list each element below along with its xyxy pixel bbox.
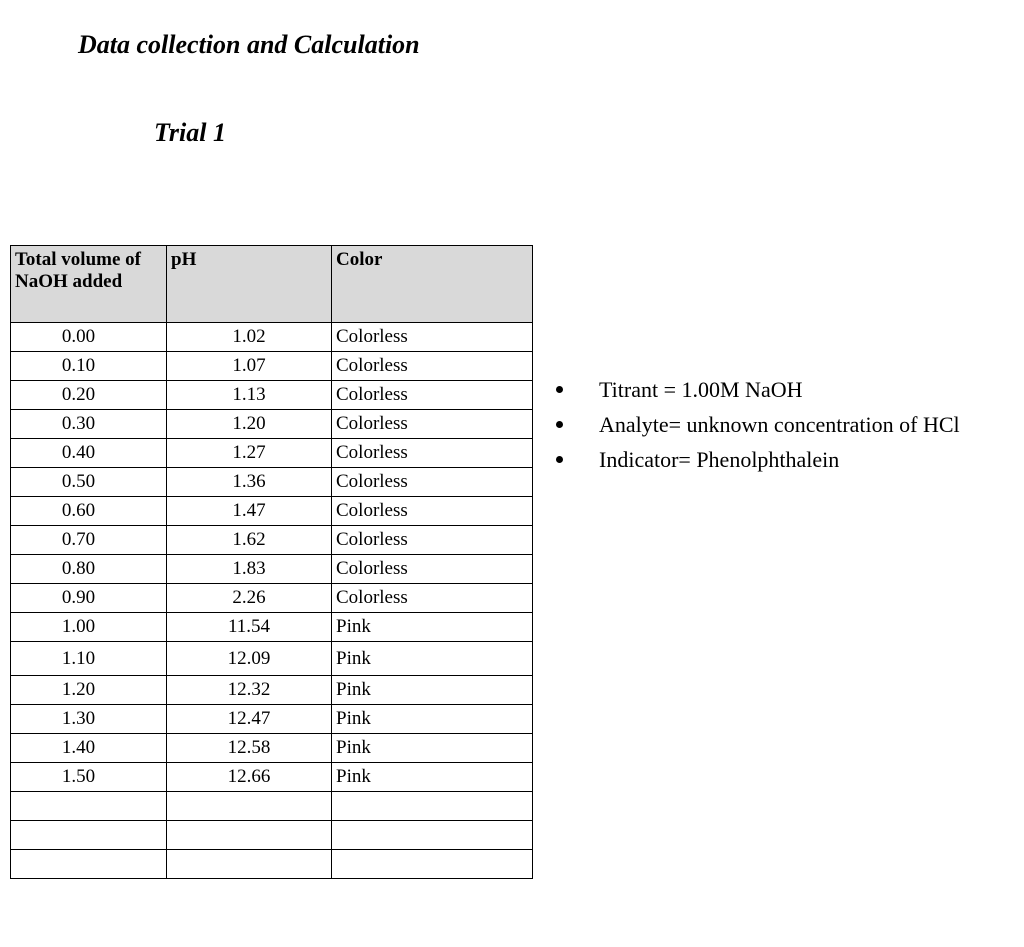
volume-cell	[11, 850, 167, 879]
volume-cell	[11, 792, 167, 821]
table-row-empty	[11, 850, 533, 879]
color-cell: Pink	[332, 705, 533, 734]
color-cell: Pink	[332, 734, 533, 763]
header-total-volume: Total volume of NaOH added	[11, 246, 167, 323]
color-cell: Colorless	[332, 439, 533, 468]
volume-cell: 1.00	[11, 613, 167, 642]
table-row	[11, 734, 533, 763]
color-cell: Colorless	[332, 468, 533, 497]
ph-cell: 1.47	[167, 497, 332, 526]
volume-cell: 0.70	[11, 526, 167, 555]
note-text: Titrant = 1.00M NaOH	[599, 377, 803, 402]
volume-cell: 1.10	[11, 642, 167, 676]
ph-cell: 11.54	[167, 613, 332, 642]
table-row	[11, 676, 533, 705]
table-row	[11, 352, 533, 381]
ph-cell: 12.47	[167, 705, 332, 734]
volume-cell: 0.40	[11, 439, 167, 468]
ph-cell: 1.02	[167, 323, 332, 352]
table-row	[11, 323, 533, 352]
color-cell: Colorless	[332, 381, 533, 410]
volume-cell: 0.90	[11, 584, 167, 613]
volume-cell: 1.50	[11, 763, 167, 792]
color-cell: Colorless	[332, 323, 533, 352]
note-analyte	[556, 411, 960, 446]
header-color: Color	[332, 246, 533, 323]
color-cell: Colorless	[332, 526, 533, 555]
color-cell: Pink	[332, 676, 533, 705]
table-row-empty	[11, 821, 533, 850]
trial-title: Trial 1	[154, 118, 226, 147]
color-cell: Colorless	[332, 497, 533, 526]
color-cell: Colorless	[332, 352, 533, 381]
table-row	[11, 763, 533, 792]
header-ph: pH	[167, 246, 332, 323]
volume-cell: 0.30	[11, 410, 167, 439]
volume-cell: 0.20	[11, 381, 167, 410]
color-cell: Pink	[332, 613, 533, 642]
ph-cell: 1.62	[167, 526, 332, 555]
color-cell	[332, 821, 533, 850]
ph-cell: 2.26	[167, 584, 332, 613]
color-cell: Colorless	[332, 555, 533, 584]
table-row	[11, 526, 533, 555]
table-row	[11, 468, 533, 497]
volume-cell: 1.30	[11, 705, 167, 734]
ph-cell: 12.66	[167, 763, 332, 792]
volume-cell: 1.40	[11, 734, 167, 763]
table-row-empty	[11, 792, 533, 821]
ph-cell: 1.36	[167, 468, 332, 497]
color-cell: Colorless	[332, 410, 533, 439]
ph-cell	[167, 792, 332, 821]
volume-cell: 0.10	[11, 352, 167, 381]
table-row	[11, 642, 533, 676]
volume-cell: 0.50	[11, 468, 167, 497]
volume-cell: 0.80	[11, 555, 167, 584]
color-cell	[332, 850, 533, 879]
ph-cell	[167, 850, 332, 879]
ph-cell: 1.13	[167, 381, 332, 410]
bullet-icon	[556, 421, 563, 428]
ph-cell: 1.07	[167, 352, 332, 381]
table-row	[11, 439, 533, 468]
ph-cell: 1.83	[167, 555, 332, 584]
ph-cell: 12.09	[167, 642, 332, 676]
volume-cell: 1.20	[11, 676, 167, 705]
note-text: Analyte= unknown concentration of HCl	[599, 412, 960, 437]
volume-cell	[11, 821, 167, 850]
color-cell: Pink	[332, 642, 533, 676]
color-cell: Pink	[332, 763, 533, 792]
ph-cell: 12.32	[167, 676, 332, 705]
experiment-notes-list	[556, 376, 960, 481]
table-header-row	[11, 246, 533, 323]
note-indicator	[556, 446, 960, 481]
table-row	[11, 410, 533, 439]
ph-cell	[167, 821, 332, 850]
page-heading: Data collection and Calculation	[78, 30, 420, 59]
table-row	[11, 381, 533, 410]
volume-cell: 0.00	[11, 323, 167, 352]
ph-cell: 1.27	[167, 439, 332, 468]
table-row	[11, 613, 533, 642]
color-cell	[332, 792, 533, 821]
color-cell: Colorless	[332, 584, 533, 613]
volume-cell: 0.60	[11, 497, 167, 526]
ph-cell: 12.58	[167, 734, 332, 763]
table-row	[11, 705, 533, 734]
titration-table	[10, 245, 533, 879]
table-row	[11, 584, 533, 613]
note-text: Indicator= Phenolphthalein	[599, 447, 840, 472]
table-row	[11, 497, 533, 526]
table-row	[11, 555, 533, 584]
bullet-icon	[556, 456, 563, 463]
bullet-icon	[556, 386, 563, 393]
ph-cell: 1.20	[167, 410, 332, 439]
note-titrant	[556, 376, 960, 411]
